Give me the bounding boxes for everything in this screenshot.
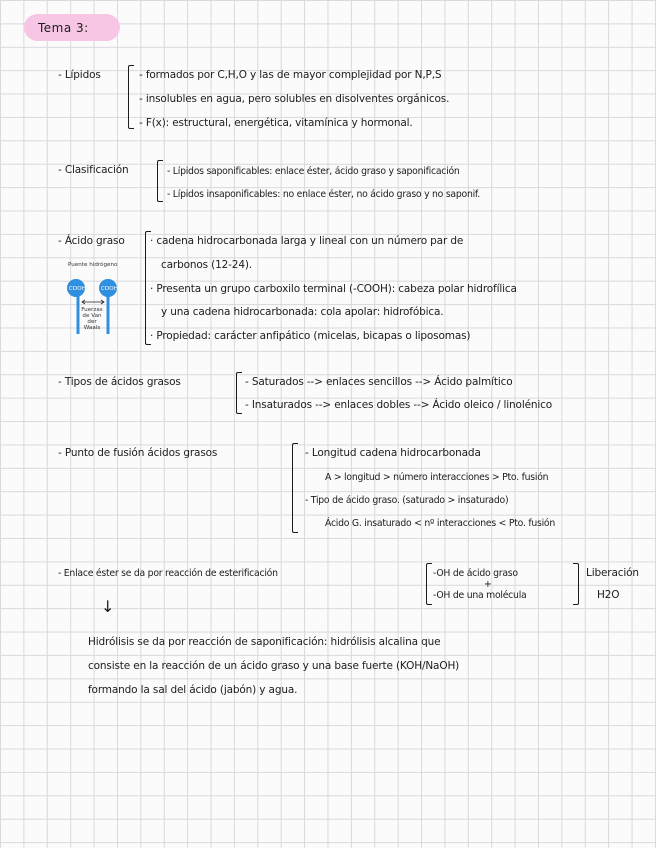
lipidos-line-1: - formados por C,H,O y las de mayor complejidad por N,P,S [139,69,442,81]
acido-graso-line-3: · Presenta un grupo carboxilo terminal (-COOH): cabeza polar hidrofílica [150,283,517,295]
fusion-line-4: Ácido G. insaturado < nº interacciones < Pto. fusión [325,518,556,529]
tipos-heading: - Tipos de ácidos grasos [58,376,181,388]
acido-graso-heading: - Ácido graso [58,235,125,247]
diagram-label-top: Puente hidrógeno [68,262,118,268]
fusion-line-3: - Tipo de ácido graso. (saturado > insaturado) [305,495,509,506]
clasificacion-heading: - Clasificación [58,164,129,176]
hidrolisis-line-2: consiste en la reacción de un ácido graso y una base fuerte (KOH/NaOH) [88,660,460,672]
acido-graso-line-1: · cadena hidrocarbonada larga y lineal con un número par de [150,235,464,247]
lipidos-heading: - Lípidos [58,69,101,81]
tipos-bracket [236,372,242,414]
diagram-head-right: COOH [101,286,118,292]
tipos-line-1: - Saturados --> enlaces sencillos --> Ácido palmítico [245,376,513,388]
ester-heading: - Enlace éster se da por reacción de esterificación [58,568,278,579]
ester-plus: + [484,579,492,590]
ester-product-1: Liberación [586,567,639,579]
clasificacion-line-1: - Lípidos saponificables: enlace éster, ácido graso y saponificación [167,166,460,177]
fusion-line-2: A > longitud > número interacciones > Pto. fusión [325,472,549,483]
lipidos-line-2: - insolubles en agua, pero solubles en disolventes orgánicos. [139,93,450,105]
clasificacion-bracket [157,160,163,202]
lipidos-line-3: - F(x): estructural, energética, vitamínica y hormonal. [139,117,413,129]
hidrolisis-line-1: Hidrólisis se da por reacción de saponificación: hidrólisis alcalina que [88,636,441,648]
diagram-head-left: COOH [69,286,86,292]
ester-reactant-2: -OH de una molécula [433,590,527,601]
ester-bracket-right [573,563,579,605]
acido-graso-line-4: y una cadena hidrocarbonada: cola apolar: hidrofóbica. [161,306,444,318]
page-title: Tema 3: [38,21,89,35]
clasificacion-line-2: - Lípidos insaponificables: no enlace éster, no ácido graso y no saponif. [167,189,480,200]
acido-graso-line-5: · Propiedad: carácter anfipático (micelas, bicapas o liposomas) [150,330,471,342]
hidrolisis-line-3: formando la sal del ácido (jabón) y agua. [88,684,298,696]
fusion-bracket [292,443,298,533]
ester-bracket-left [426,563,432,605]
ester-reactant-1: -OH de ácido graso [433,568,518,579]
fusion-line-1: - Longitud cadena hidrocarbonada [305,447,481,459]
acido-graso-line-2: carbonos (12-24). [161,259,252,271]
fusion-heading: - Punto de fusión ácidos grasos [58,447,218,459]
down-arrow-icon: ↓ [101,597,115,616]
title-highlight [24,14,120,41]
fatty-acid-diagram [56,258,136,338]
lipidos-bracket [128,65,134,129]
tipos-line-2: - Insaturados --> enlaces dobles --> Ácido oleico / linolénico [245,399,553,411]
ester-product-2: H2O [597,589,620,601]
diagram-label-bottom: Fuerzas de Van der Waals [81,307,103,331]
